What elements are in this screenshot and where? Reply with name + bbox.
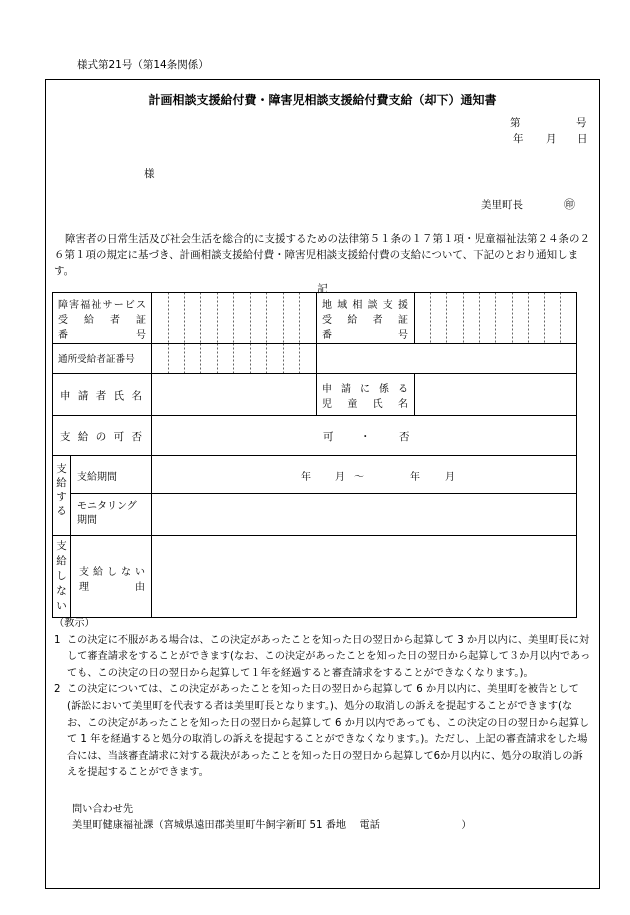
date-year: 年 xyxy=(513,133,524,145)
instruction-notes xyxy=(54,616,592,782)
regional-support-card-label: 地域相談支援 受給者証 番号 xyxy=(322,300,408,341)
approval-dot: ・ xyxy=(360,431,371,443)
notice-body-text: 障害者の日常生活及び社会生活を総合的に支援するための法律第５１条の１７第１項・児童福祉法第２４条の２６第１項の規定に基づき、計画相談支援給付費・障害児相談支援給付費の支給について、下記のとおり通知します。 xyxy=(54,233,590,277)
approve-group-label: 支給する xyxy=(56,463,67,517)
period-year-end: 年 xyxy=(410,472,420,483)
welfare-service-card-label: 障害福祉サービス 受給者証 番号 xyxy=(58,300,146,341)
deny-reason-label: 支給しない 理由 xyxy=(79,567,145,593)
approval-no: 否 xyxy=(399,431,410,443)
issuer-mayor: 美里町長 xyxy=(481,199,523,211)
date-month: 月 xyxy=(546,133,557,145)
note-item: 1 この決定に不服がある場合は、この決定があったことを知った日の翌日から起算して 3 か月以内に、美里町長に対して審査請求をすることができます(なお、この決定があったことを知った日の翌日から起算して３か月以内であっても、この決定の日の翌日から起算して１年を経過すると審査請求をすることができなくなります。)。 xyxy=(54,634,591,679)
seal-mark: ㊞ xyxy=(564,198,575,211)
addressee-sama: 様 xyxy=(144,168,155,180)
date-day: 日 xyxy=(577,133,588,145)
notes-heading: （教示） xyxy=(54,618,95,629)
number-dai: 第 xyxy=(510,117,521,129)
period-month-end: 月 xyxy=(445,472,455,483)
monitoring-period-label: モニタリング 期間 xyxy=(77,501,137,526)
period-month-start: 月 xyxy=(335,472,345,483)
number-go: 号 xyxy=(576,117,587,129)
form-number-label: 様式第21号（第14条関係） xyxy=(77,59,209,71)
note-item: 2 この決定については、この決定があったことを知った日の翌日から起算して 6 か月以内に、美里町を被告として(訴訟において美里町を代表する者は美里町長となります。)、処分の取消しの訴えを提起することができます(なお、この決定があったことを知った日の翌日から起算して 6 か月以内であっても、この決定の日の翌日から起算して 1 年を経過すると処分の取消しの訴えを提起することができなくなります。)。ただし、上記の審査請求をした場合には、当該審査請求に対する裁決があったことを知った日の翌日から起算して6か月以内に、処分の取消しの訴えを提起することができます。 xyxy=(54,684,590,779)
deny-group-label: 支給しない xyxy=(56,540,67,612)
child-name-label: 申請に係る 児童氏名 xyxy=(322,384,408,410)
document-title: 計画相談支援給付費・障害児相談支援給付費支給（却下）通知書 xyxy=(148,93,497,107)
approval-yes: 可 xyxy=(323,431,334,443)
ki-heading: 記 xyxy=(317,283,328,295)
period-tilde: ～ xyxy=(354,472,364,483)
contact-line: 美里町健康福祉課（宮城県遠田郡美里町牛飼字新町 51 番地 電話 ） xyxy=(72,820,472,831)
applicant-name-label: 申請者氏名 xyxy=(60,390,142,402)
period-year-start: 年 xyxy=(301,472,311,483)
period-label: 支給期間 xyxy=(77,472,117,483)
approval-label: 支給の可否 xyxy=(60,431,142,443)
contact-heading: 問い合わせ先 xyxy=(72,804,134,815)
daycare-card-label: 通所受給者証番号 xyxy=(58,354,135,365)
